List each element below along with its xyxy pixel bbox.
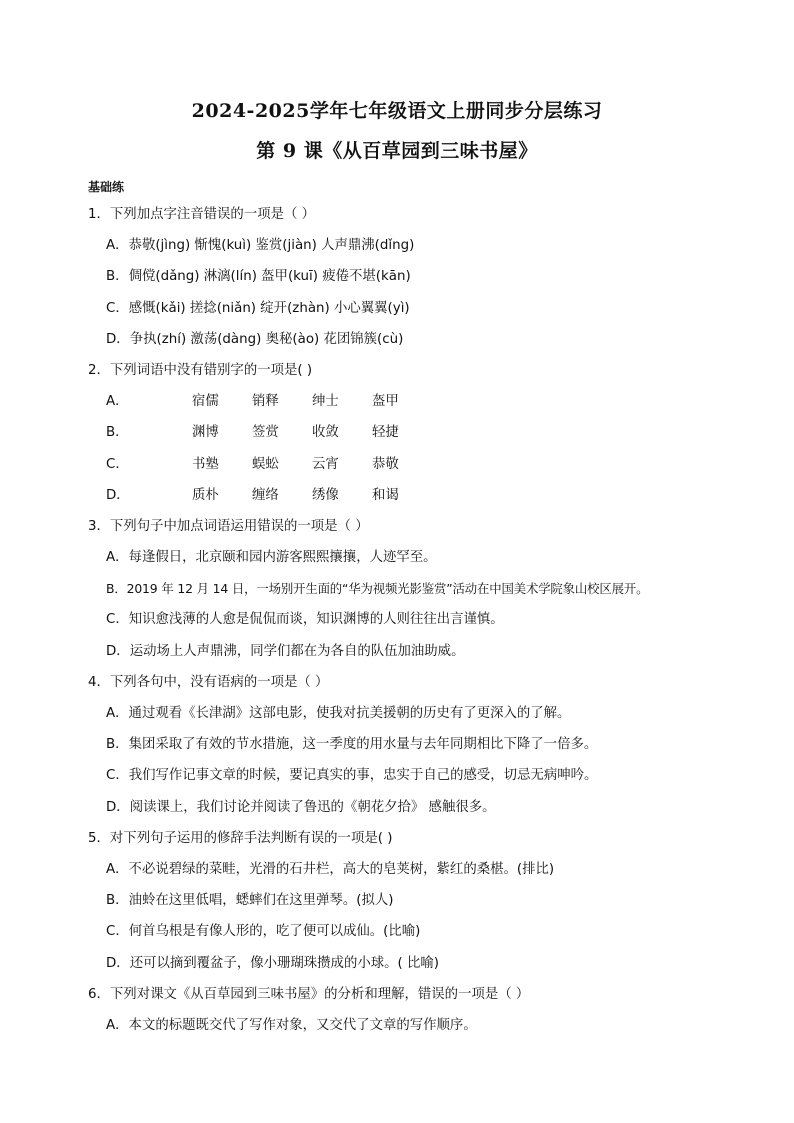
option-c: C．知识愈浅薄的人愈是侃侃而谈，知识渊博的人则往往出言谨慎。 <box>106 612 504 628</box>
option-a: A．恭敬(jìng) 惭愧(kuì) 鉴赏(jiàn) 人声鼎沸(dǐng) <box>106 238 415 254</box>
option-a <box>88 386 728 417</box>
option-c <box>88 449 728 480</box>
option-letter: D． <box>106 487 130 503</box>
term: 质朴 <box>192 487 219 503</box>
term: 绅士 <box>312 394 339 410</box>
term: 收敛 <box>312 425 339 441</box>
option-a: A．每逢假日，北京颐和园内游客熙熙攘攘，人迹罕至。 <box>106 550 437 566</box>
term: 签赏 <box>252 425 279 441</box>
term: 恭敬 <box>372 456 399 472</box>
question-stem: 6．下列对课文《从百草园到三味书屋》的分析和理解，错误的一项是（ ） <box>88 986 530 1002</box>
option-d: D．争执(zhí) 激荡(dàng) 奥秘(ào) 花团锦簇(cù) <box>106 331 404 347</box>
term: 和谒 <box>372 487 399 503</box>
option-d: D．运动场上人声鼎沸，同学们都在为各自的队伍加油助威。 <box>106 643 465 659</box>
term: 书塾 <box>192 456 219 472</box>
document-title: 2024-2025学年七年级语文上册同步分层练习 <box>191 100 603 122</box>
option-b: B．集团采取了有效的节水措施，这一季度的用水量与去年同期相比下降了一倍多。 <box>106 737 598 753</box>
question-list <box>88 199 728 1041</box>
option-d: D．阅读课上，我们讨论并阅读了鲁迅的《朝花夕拾》 感触很多。 <box>106 799 496 815</box>
option-b: B．2019 年 12 月 14 日，一场别开生面的“华为视频光影鉴赏”活动在中国美术学院象山校区展开。 <box>106 581 649 597</box>
option-c: C．何首乌根是有像人形的，吃了便可以成仙。(比喻) <box>106 924 421 940</box>
term: 盔甲 <box>372 394 399 410</box>
term: 渊博 <box>192 425 219 441</box>
option-d: D．还可以摘到覆盆子，像小珊瑚珠攒成的小球。( 比喻) <box>106 955 439 971</box>
section-label: 基础练 <box>88 180 125 194</box>
term: 轻捷 <box>372 425 399 441</box>
option-b <box>88 417 728 448</box>
term: 缠络 <box>252 487 279 503</box>
question-3 <box>88 511 728 667</box>
term: 绣像 <box>312 487 339 503</box>
term: 宿儒 <box>192 394 219 410</box>
question-5 <box>88 823 728 979</box>
option-letter: B． <box>106 425 129 441</box>
option-letter: A． <box>106 394 129 410</box>
question-1 <box>88 199 728 355</box>
option-c: C．感慨(kǎi) 搓捻(niǎn) 绽开(zhàn) 小心翼翼(yì) <box>106 300 410 316</box>
option-a: A．不必说碧绿的菜畦，光滑的石井栏，高大的皂荚树，紫红的桑椹。(排比) <box>106 861 555 877</box>
option-a: A．本文的标题既交代了写作对象，又交代了文章的写作顺序。 <box>106 1017 477 1033</box>
question-stem: 3．下列句子中加点词语运用错误的一项是（ ） <box>88 518 369 534</box>
question-stem: 5．对下列句子运用的修辞手法判断有误的一项是( ) <box>88 830 393 846</box>
option-d <box>88 480 728 511</box>
question-2 <box>88 355 728 511</box>
lesson-title: 第 9 课《从百草园到三味书屋》 <box>256 140 538 162</box>
option-c: C．我们写作记事文章的时候，要记真实的事，忠实于自己的感受，切忌无病呻吟。 <box>106 768 598 784</box>
option-letter: C． <box>106 456 129 472</box>
option-a: A．通过观看《长津湖》这部电影，使我对抗美援朝的历史有了更深入的了解。 <box>106 706 571 721</box>
term: 云宵 <box>312 456 339 472</box>
question-stem: 4．下列各句中，没有语病的一项是（ ） <box>88 674 329 690</box>
question-stem: 1．下列加点字注音错误的一项是（ ） <box>88 207 316 222</box>
term: 销释 <box>252 394 279 410</box>
question-4 <box>88 667 728 823</box>
term: 蜈蚣 <box>252 456 279 472</box>
question-6 <box>88 979 728 1041</box>
question-stem: 2．下列词语中没有错别字的一项是( ) <box>88 362 313 378</box>
option-b: B．倜傥(dǎng) 淋漓(lín) 盔甲(kuī) 疲倦不堪(kān) <box>106 269 411 285</box>
option-b: B．油蛉在这里低唱，蟋蟀们在这里弹琴。(拟人) <box>106 893 394 909</box>
